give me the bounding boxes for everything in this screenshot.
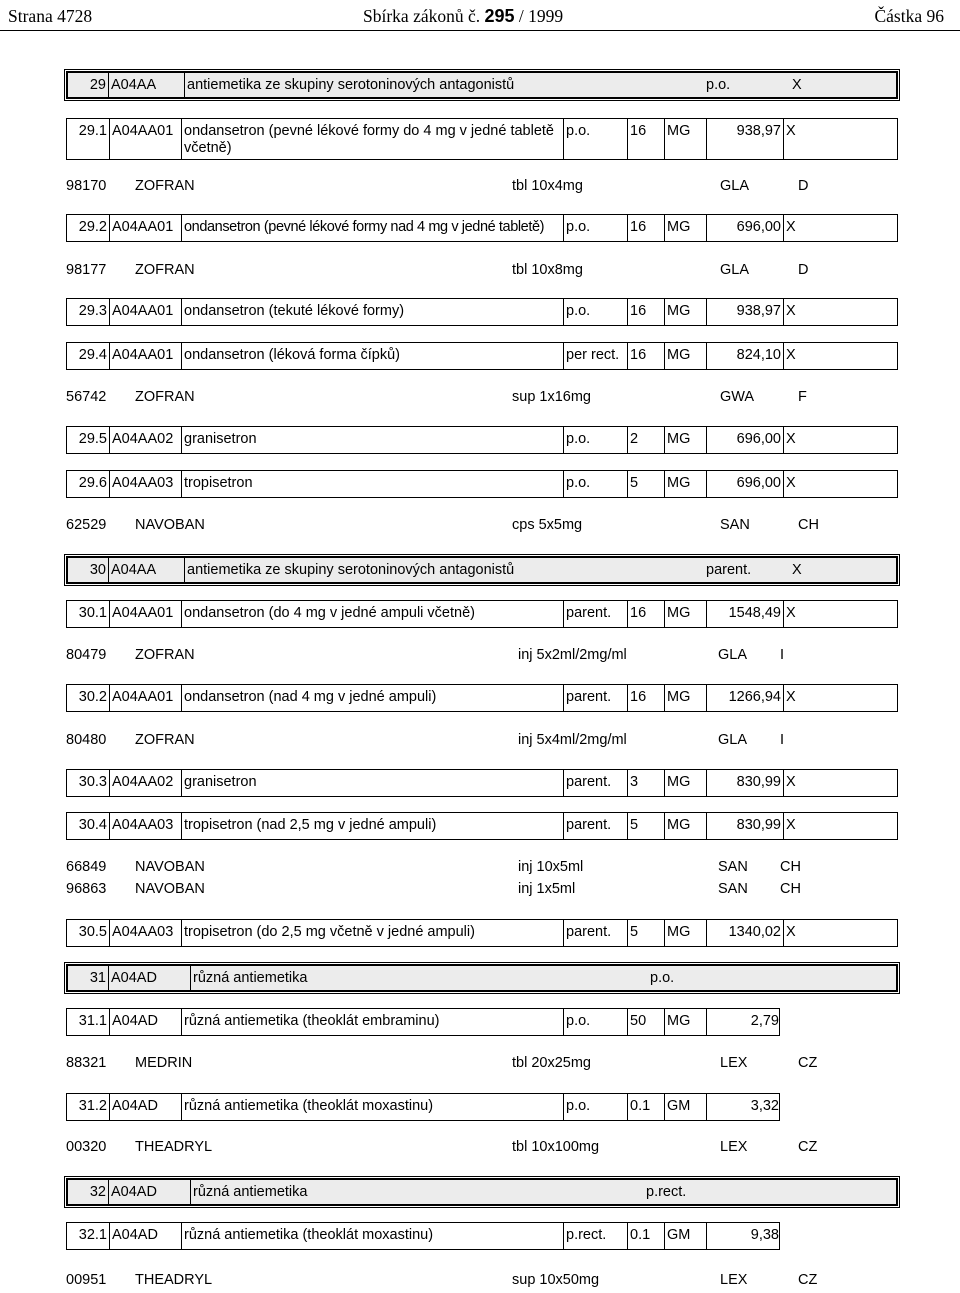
subgroup-row: 29.3 A04AA01 ondansetron (tekuté lékové formy) p.o. 16 MG 938,97 X — [66, 298, 898, 326]
group-row: 29 A04AA antiemetika ze skupiny serotoninových antagonistů p.o. X — [66, 71, 898, 99]
subgroup-row: 31.1 A04AD různá antiemetika (theoklát embraminu) p.o. 50 MG 2,79 — [66, 1008, 780, 1036]
subgroup-row: 30.4 A04AA03 tropisetron (nad 2,5 mg v jedné ampuli) parent. 5 MG 830,99 X — [66, 812, 898, 840]
subgroup-row: 29.1 A04AA01 ondansetron (pevné lékové formy do 4 mg v jedné tabletě včetně) p.o. 16 MG 938,97 X — [66, 118, 898, 160]
subgroup-row: 29.5 A04AA02 granisetron p.o. 2 MG 696,00 X — [66, 426, 898, 454]
subgroup-row: 30.1 A04AA01 ondansetron (do 4 mg v jedné ampuli včetně) parent. 16 MG 1548,49 X — [66, 600, 898, 628]
group-row: 32 A04AD různá antiemetika p.rect. — [66, 1178, 898, 1206]
law-number: 295 — [484, 6, 515, 26]
collection-title: Sbírka zákonů č. 295 / 1999 — [363, 6, 564, 26]
page-number: Strana 4728 — [8, 6, 93, 26]
subgroup-row: 31.2 A04AD různá antiemetika (theoklát moxastinu) p.o. 0.1 GM 3,32 — [66, 1093, 780, 1121]
subgroup-row: 32.1 A04AD různá antiemetika (theoklát moxastinu) p.rect. 0.1 GM 9,38 — [66, 1222, 780, 1250]
group-row: 31 A04AD různá antiemetika p.o. — [66, 964, 898, 992]
subgroup-row: 30.5 A04AA03 tropisetron (do 2,5 mg včetně v jedné ampuli) parent. 5 MG 1340,02 X — [66, 919, 898, 947]
subgroup-row: 30.2 A04AA01 ondansetron (nad 4 mg v jedné ampuli) parent. 16 MG 1266,94 X — [66, 684, 898, 712]
subgroup-row: 29.2 A04AA01 ondansetron (pevné lékové formy nad 4 mg v jedné tabletě) p.o. 16 MG 696,00 X — [66, 214, 898, 242]
header-rule — [0, 30, 960, 31]
subgroup-row: 29.4 A04AA01 ondansetron (léková forma čípků) per rect. 16 MG 824,10 X — [66, 342, 898, 370]
page-header — [0, 0, 960, 32]
group-row: 30 A04AA antiemetika ze skupiny serotoninových antagonistů parent. X — [66, 556, 898, 584]
issue-number: Částka 96 — [874, 6, 944, 26]
subgroup-row: 29.6 A04AA03 tropisetron p.o. 5 MG 696,00 X — [66, 470, 898, 498]
subgroup-row: 30.3 A04AA02 granisetron parent. 3 MG 830,99 X — [66, 769, 898, 797]
